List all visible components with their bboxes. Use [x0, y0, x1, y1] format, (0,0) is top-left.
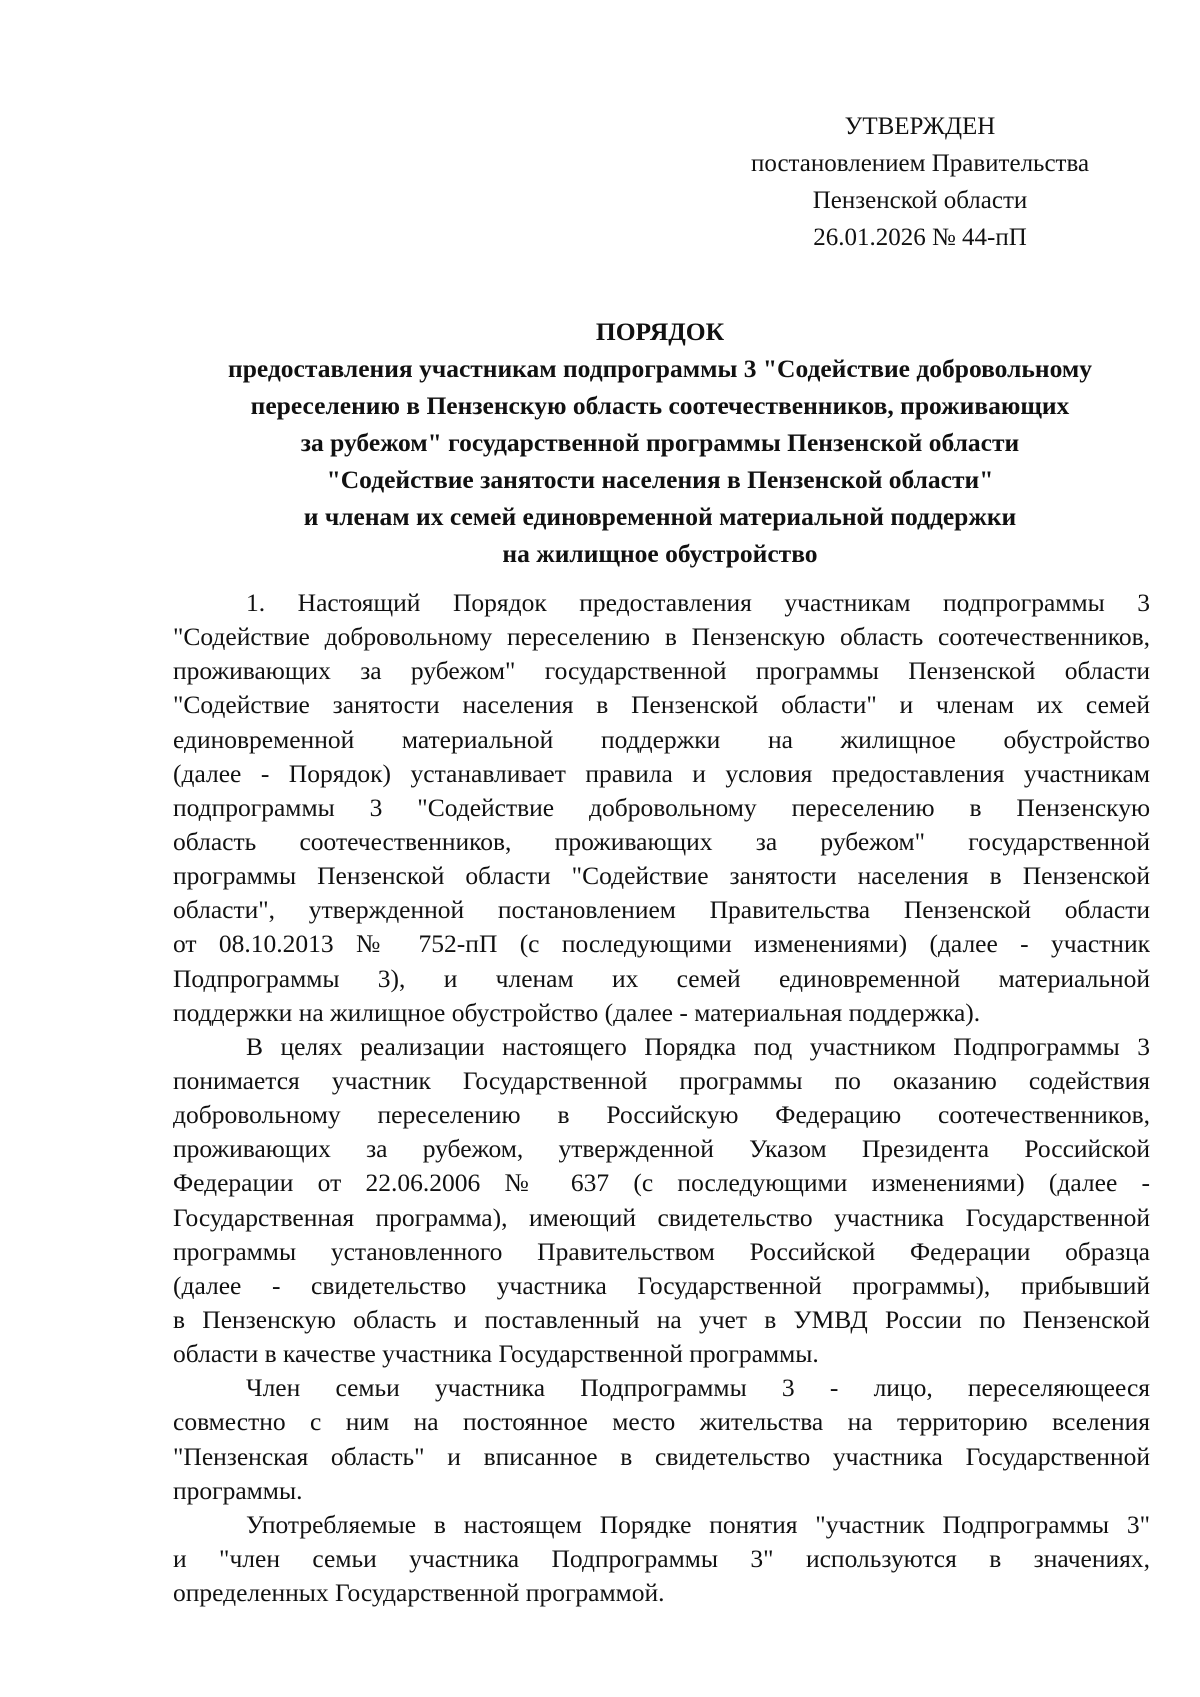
paragraph-line: программы Пензенской области "Содействие занятости населения в Пензенской	[173, 861, 1150, 891]
paragraph-line: "Содействие добровольному переселению в Пензенскую область соотечественников,	[173, 622, 1150, 652]
paragraph-line: (далее - Порядок) устанавливает правила и условия предоставления участникам	[173, 758, 1150, 788]
paragraph	[173, 1030, 1150, 1371]
paragraph-line: "Пензенская область" и вписанное в свидетельство участника Государственной	[173, 1441, 1150, 1471]
paragraph-line: проживающих за рубежом" государственной программы Пензенской области	[173, 656, 1150, 686]
title-line: "Содействие занятости населения в Пензенской области"	[326, 465, 994, 494]
paragraph-line: области в качестве участника Государственной программы.	[173, 1339, 819, 1369]
paragraph	[173, 1371, 1150, 1508]
paragraph-line: поддержки на жилищное обустройство (далее - материальная поддержка).	[173, 997, 981, 1027]
document-body	[173, 586, 1150, 1610]
paragraph-line: и "член семьи участника Подпрограммы 3" используются в значениях,	[173, 1543, 1150, 1573]
paragraph-line: Федерации от 22.06.2006 № 637 (с последующими изменениями) (далее -	[173, 1168, 1150, 1198]
paragraph-line: подпрограммы 3 "Содействие добровольному переселению в Пензенскую	[173, 792, 1150, 822]
approval-line: УТВЕРЖДЕН	[844, 113, 996, 140]
paragraph-line: "Содействие занятости населения в Пензенской области" и членам их семей	[173, 690, 1150, 720]
paragraph-line: области", утвержденной постановлением Правительства Пензенской области	[173, 895, 1150, 925]
title-line: и членам их семей единовременной материальной поддержки	[303, 502, 1017, 531]
paragraph-line: область соотечественников, проживающих за рубежом" государственной	[173, 826, 1150, 856]
paragraph-line: совместно с ним на постоянное место жительства на территорию вселения	[173, 1407, 1150, 1437]
title-line: переселению в Пензенскую область соотечественников, проживающих	[250, 391, 1070, 420]
paragraph	[173, 1508, 1150, 1610]
title-line: на жилищное обустройство	[502, 539, 818, 568]
paragraph-line: В целях реализации настоящего Порядка под участником Подпрограммы 3	[246, 1031, 1150, 1061]
approval-line: Пензенской области	[812, 187, 1028, 214]
approval-stamp	[690, 108, 1150, 256]
paragraph-line: 1. Настоящий Порядок предоставления участникам подпрограммы 3	[246, 588, 1150, 617]
paragraph-line: понимается участник Государственной программы по оказанию содействия	[173, 1065, 1150, 1095]
paragraph-line: проживающих за рубежом, утвержденной Указом Президента Российской	[173, 1134, 1150, 1164]
paragraph-line: Государственная программа), имеющий свидетельство участника Государственной	[173, 1202, 1150, 1232]
paragraph	[173, 586, 1150, 1030]
paragraph-line: программы.	[173, 1475, 303, 1505]
paragraph-line: добровольному переселению в Российскую Федерацию соотечественников,	[173, 1100, 1150, 1130]
title-line: ПОРЯДОК	[595, 317, 725, 346]
paragraph-line: определенных Государственной программой.	[173, 1578, 665, 1608]
paragraph-line: Член семьи участника Подпрограммы 3 - лицо, переселяющееся	[246, 1373, 1150, 1403]
paragraph-line: программы установленного Правительством Российской Федерации образца	[173, 1236, 1150, 1266]
approval-line: постановлением Правительства	[750, 150, 1090, 177]
paragraph-line: Подпрограммы 3), и членам их семей единовременной материальной	[173, 963, 1150, 993]
paragraph-line: единовременной материальной поддержки на жилищное обустройство	[173, 724, 1150, 754]
title-line: предоставления участникам подпрограммы 3 "Содействие добровольному	[228, 354, 1092, 383]
paragraph-line: от 08.10.2013 № 752-пП (с последующими изменениями) (далее - участник	[173, 929, 1150, 959]
approval-line: 26.01.2026 № 44-пП	[813, 224, 1027, 251]
paragraph-line: Употребляемые в настоящем Порядке понятия "участник Подпрограммы 3"	[246, 1509, 1150, 1539]
document-title	[120, 313, 1200, 572]
paragraph-line: в Пензенскую область и поставленный на учет в УМВД России по Пензенской	[173, 1304, 1150, 1334]
title-line: за рубежом" государственной программы Пензенской области	[300, 428, 1020, 457]
paragraph-line: (далее - свидетельство участника Государственной программы), прибывший	[173, 1270, 1150, 1300]
